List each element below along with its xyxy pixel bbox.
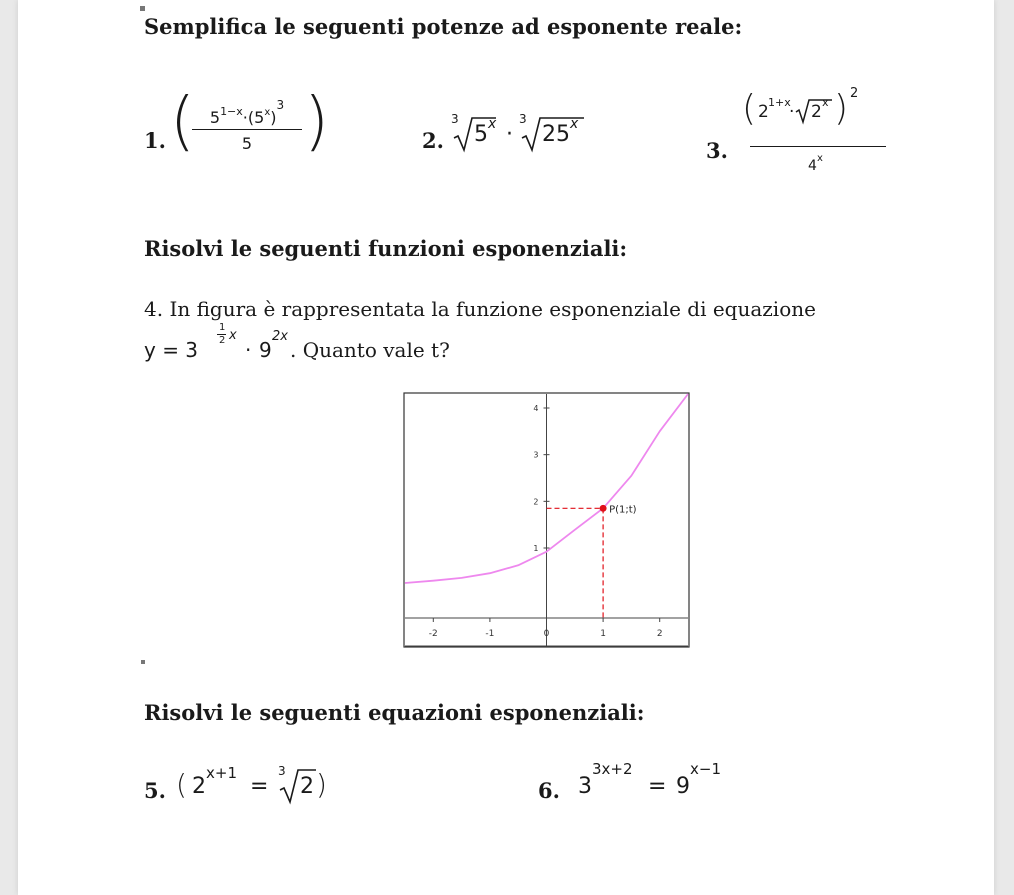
x-tick-label: 2 bbox=[656, 629, 663, 639]
den-base: 4 bbox=[808, 158, 817, 174]
equations-section-title: Risolvi le seguenti equazioni esponenziali: bbox=[144, 700, 645, 725]
exp-2: x bbox=[570, 116, 579, 132]
exp-2: x−1 bbox=[690, 760, 721, 778]
dot: · bbox=[789, 102, 795, 122]
exp-2x: 2x bbox=[272, 329, 288, 344]
exp-num: 1 bbox=[219, 322, 226, 333]
exercise-1-number: 1. bbox=[144, 128, 166, 153]
exp-1: 3x+2 bbox=[592, 760, 633, 778]
close-paren: ) bbox=[834, 88, 849, 129]
base-1: 5 bbox=[474, 122, 488, 147]
x-tick-label: 0 bbox=[543, 629, 550, 639]
paren-left: ( bbox=[170, 85, 195, 159]
dot: · bbox=[245, 338, 252, 362]
worksheet-page bbox=[18, 0, 994, 895]
base-3: 3 bbox=[578, 774, 592, 799]
num-base-1: 5 bbox=[209, 108, 221, 127]
exercise-4-text: 4. In figura è rappresentata la funzione esponenziale di equazione bbox=[144, 297, 816, 321]
root-index-2: 3 bbox=[519, 112, 527, 126]
question: . Quanto vale t? bbox=[290, 338, 450, 362]
exercise-6 bbox=[538, 758, 758, 808]
y-tick-label: 2 bbox=[533, 497, 539, 507]
base-2: 2 bbox=[811, 102, 822, 122]
exercise-5-number: 5. bbox=[144, 778, 166, 803]
x-tick-label: -1 bbox=[485, 629, 495, 639]
stray-mark bbox=[141, 660, 145, 664]
dot: · bbox=[242, 108, 248, 127]
num-exp-2: x bbox=[264, 107, 271, 118]
exercise-1 bbox=[144, 85, 334, 188]
exercise-5 bbox=[144, 758, 364, 808]
exponential-graph bbox=[403, 392, 690, 648]
exercise-3-number: 3. bbox=[706, 138, 728, 163]
powers-section-title: Semplifica le seguenti potenze ad esponente reale: bbox=[144, 14, 743, 39]
denominator-1: 5 bbox=[241, 134, 253, 153]
exercise-3 bbox=[706, 80, 886, 190]
close-paren: ) bbox=[316, 768, 327, 801]
base-1: 2 bbox=[758, 102, 769, 122]
y-tick-label: 1 bbox=[533, 544, 539, 553]
exercise-4-equation bbox=[144, 322, 564, 368]
y-tick-label: 4 bbox=[533, 404, 539, 413]
y-equals-3: y = 3 bbox=[144, 338, 199, 362]
dot: · bbox=[506, 122, 513, 147]
den-exp: x bbox=[817, 153, 823, 164]
exp-2: x bbox=[822, 96, 829, 109]
exercise-6-number: 6. bbox=[538, 778, 560, 803]
x-tick-label: -2 bbox=[428, 629, 438, 639]
num-close: ) bbox=[270, 108, 277, 127]
outer-exp: 2 bbox=[850, 86, 859, 101]
root-index: 3 bbox=[278, 764, 286, 778]
exp: x+1 bbox=[206, 764, 237, 782]
num-outer-exp: 3 bbox=[276, 98, 285, 112]
point-p bbox=[600, 505, 607, 512]
base-2: 25 bbox=[542, 122, 570, 147]
corner-mark bbox=[140, 6, 145, 11]
exp-var: x bbox=[229, 328, 237, 343]
fraction-1 bbox=[192, 98, 302, 153]
exp-1: 1+x bbox=[768, 96, 791, 109]
root-index-1: 3 bbox=[451, 112, 459, 126]
base-9: 9 bbox=[259, 338, 272, 362]
paren-right: ) bbox=[304, 85, 329, 159]
base-2: 2 bbox=[192, 774, 206, 799]
x-tick-label: 1 bbox=[600, 629, 606, 639]
num-exp-1: 1−x bbox=[220, 105, 243, 118]
radicand: 2 bbox=[300, 774, 314, 799]
functions-section-title: Risolvi le seguenti funzioni esponenziali: bbox=[144, 236, 628, 261]
base-9: 9 bbox=[676, 774, 690, 799]
exercise-2 bbox=[422, 110, 622, 170]
point-p-label: P(1;t) bbox=[609, 504, 637, 516]
exp-den: 2 bbox=[219, 335, 226, 346]
equals: = bbox=[648, 774, 667, 799]
open-paren: ( bbox=[176, 768, 187, 801]
fraction-bar bbox=[750, 146, 886, 147]
equals: = bbox=[250, 774, 269, 799]
numerator-1 bbox=[192, 98, 302, 130]
y-tick-label: 3 bbox=[533, 450, 539, 460]
exercise-2-number: 2. bbox=[422, 128, 444, 153]
exp-1: x bbox=[488, 116, 497, 132]
num-base-2: (5 bbox=[247, 108, 265, 127]
open-paren: ( bbox=[742, 88, 757, 129]
